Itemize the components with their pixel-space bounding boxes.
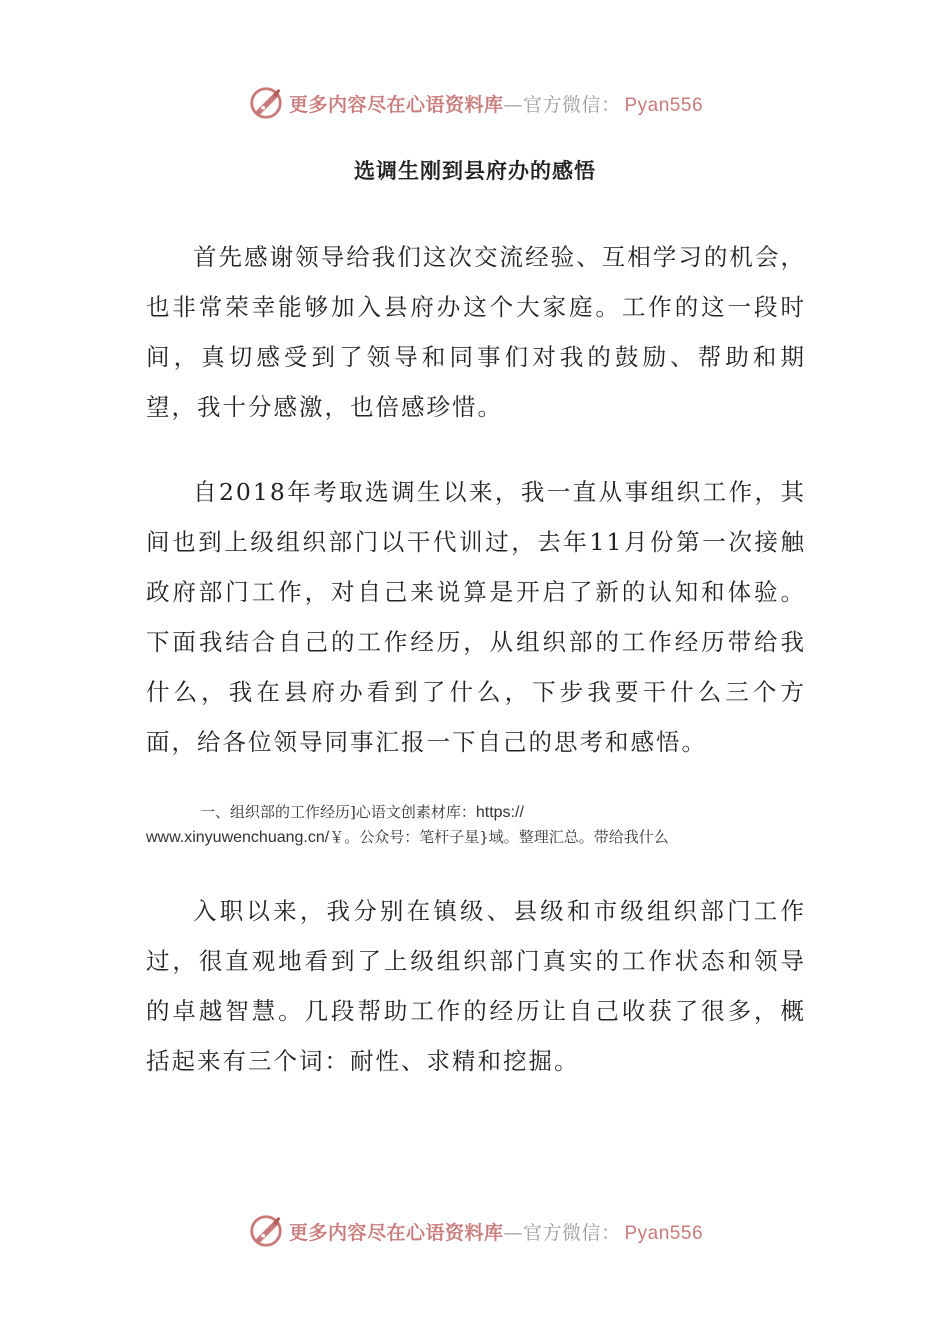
banner-official-label: —官方微信： — [503, 1221, 621, 1244]
banner-wechat-id: Pyan556 — [624, 1222, 704, 1244]
paragraph-1: 首先感谢领导给我们这次交流经验、互相学习的机会，也非常荣幸能够加入县府办这个大家庭。工作的这一段时间，真切感受到了领导和同事们对我的鼓励、帮助和期望，我十分感激，也倍感珍惜。 — [146, 243, 806, 421]
paragraph-2: 自2018年考取选调生以来，我一直从事组织工作，其间也到上级组织部门以干代训过，去年11月份第一次接触政府部门工作，对自己来说算是开启了新的认知和体验。下面我结合自己的工作经历，从组织部的工作经历带给我什么，我在县府办看到了什么，下步我要干什么三个方面，给各位领导同事汇报一下自己的思考和感悟。 — [146, 478, 806, 756]
section-heading-note — [146, 800, 806, 850]
document-title: 选调生刚到县府办的感悟 — [354, 159, 596, 183]
header-banner — [0, 83, 950, 123]
banner-slogan — [289, 90, 703, 117]
note-part-2: ￥。公众号：笔杆子星}域。整理汇总。带给我什么 — [329, 828, 669, 846]
banner-slogan — [289, 1218, 703, 1245]
footer-banner — [0, 1211, 950, 1251]
pen-nib-icon — [247, 1212, 285, 1250]
paragraph-3: 入职以来，我分别在镇级、县级和市级组织部门工作过，很直观地看到了上级组织部门真实的工作状态和领导的卓越智慧。几段帮助工作的经历让自己收获了很多，概括起来有三个词：耐性、求精和挖掘。 — [146, 897, 806, 1075]
banner-official-label: —官方微信： — [503, 93, 621, 116]
note-part-1: 一、组织部的工作经历]心语文创素材库： — [200, 803, 476, 821]
banner-wechat-id: Pyan556 — [624, 94, 704, 116]
pen-nib-icon — [247, 84, 285, 122]
banner-slogan-text: 更多内容尽在心语资料库 — [288, 1221, 504, 1244]
note-url-b: www.xinyuwenchuang.cn/ — [146, 829, 330, 846]
note-url-a: https:// — [475, 804, 524, 821]
banner-slogan-text: 更多内容尽在心语资料库 — [288, 93, 504, 116]
